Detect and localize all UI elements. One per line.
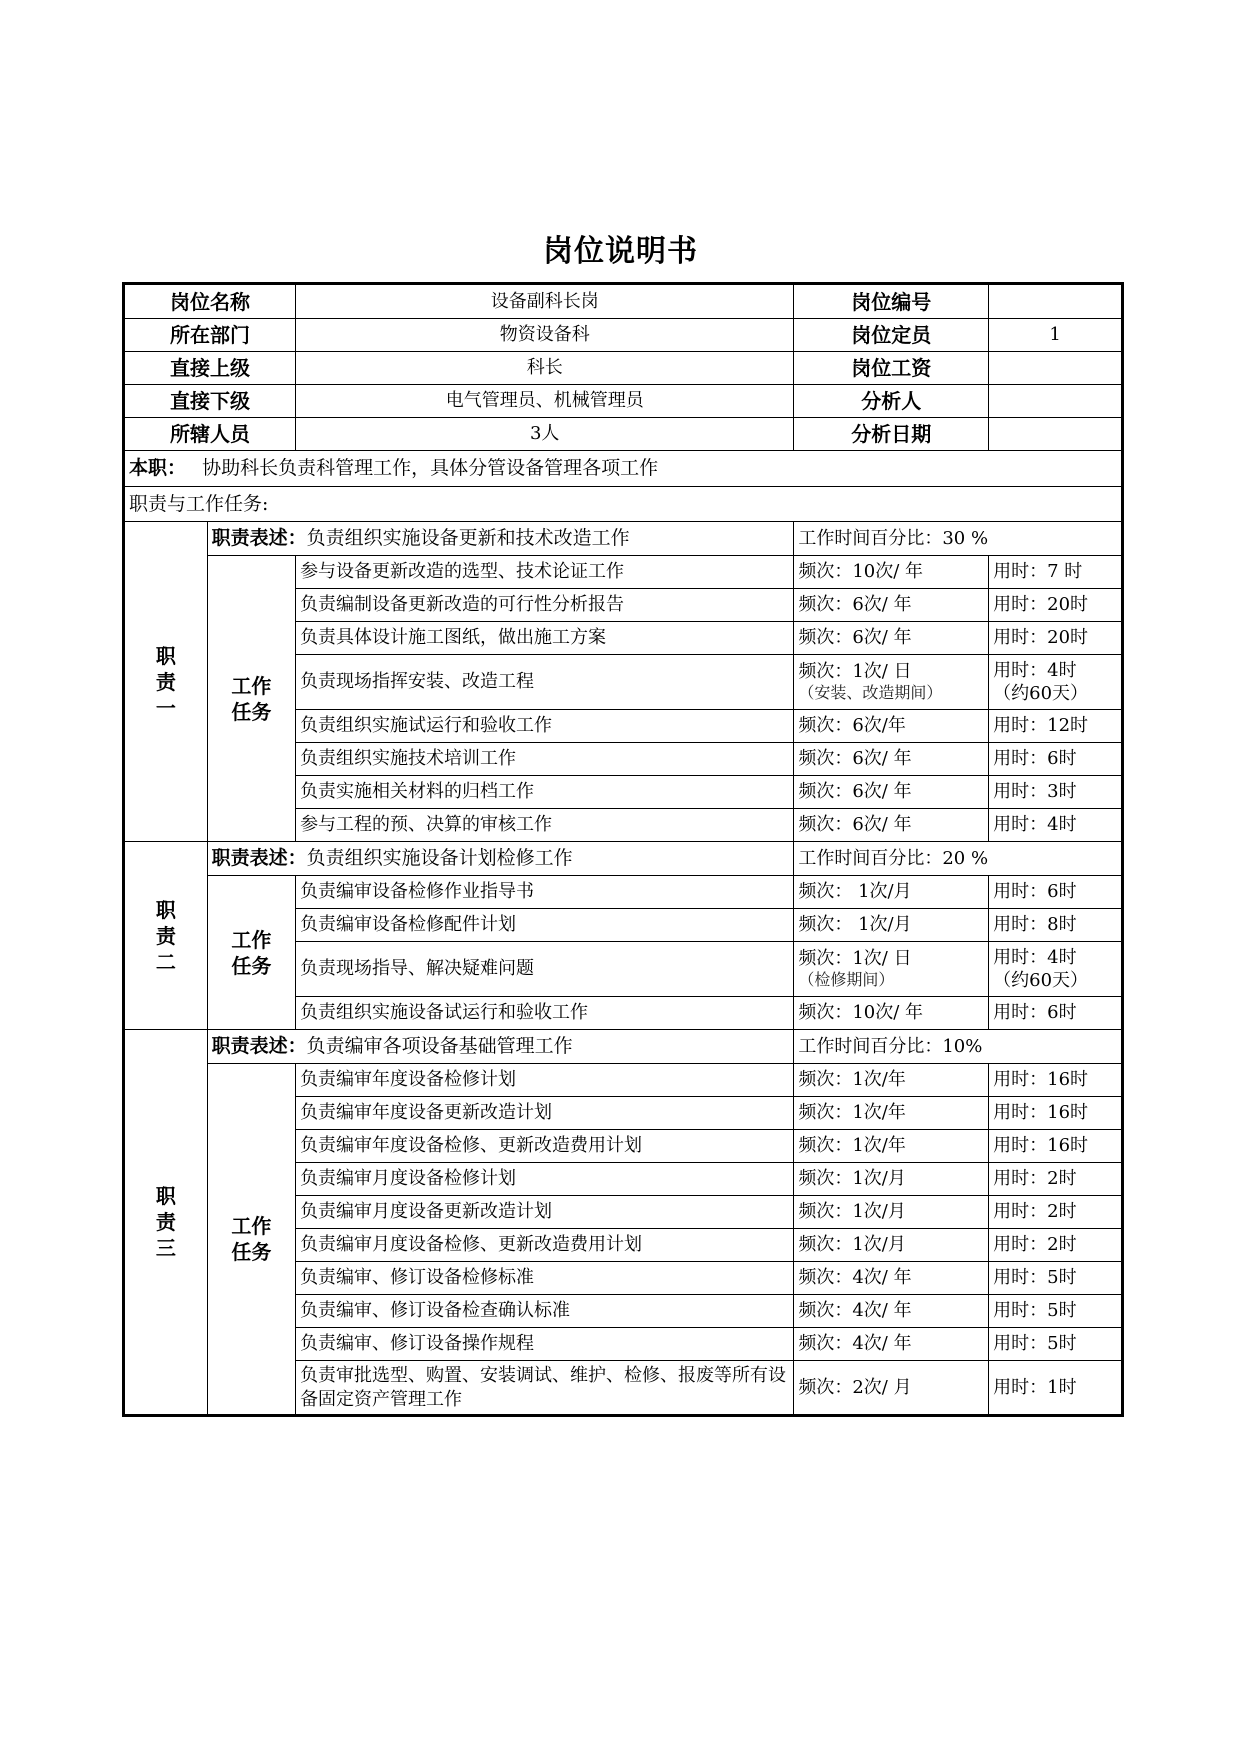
task-time xyxy=(989,909,1123,942)
task-group-label xyxy=(207,556,295,842)
task-frequency-value: 频次：6次/ 年 xyxy=(798,594,912,616)
statement-label: 职责表述： xyxy=(211,1035,307,1058)
time-percent: 工作时间百分比：10% xyxy=(794,1030,1123,1064)
header-row xyxy=(124,352,1123,385)
task-frequency xyxy=(794,1229,989,1262)
task-frequency xyxy=(794,942,989,997)
task-time xyxy=(989,1328,1123,1361)
header-label: 分析日期 xyxy=(794,418,989,451)
task-time xyxy=(989,622,1123,655)
task-time-value: 用时：16时 xyxy=(993,1069,1089,1091)
task-frequency-value: 频次：1次/月 xyxy=(798,1234,906,1256)
task-text: 负责编审月度设备检修、更新改造费用计划 xyxy=(296,1229,794,1262)
task-time-value: 用时：5时 xyxy=(993,1267,1077,1289)
task-time xyxy=(989,655,1123,710)
task-row xyxy=(124,556,1123,589)
header-label: 岗位名称 xyxy=(124,284,296,319)
task-frequency-value: 频次：6次/ 年 xyxy=(798,627,912,649)
task-time-value: 用时：5时 xyxy=(993,1333,1077,1355)
task-frequency xyxy=(794,1064,989,1097)
header-row xyxy=(124,319,1123,352)
task-time-value: 用时：16时 xyxy=(993,1135,1089,1157)
task-frequency xyxy=(794,776,989,809)
task-time-value: 用时：2时 xyxy=(993,1201,1077,1223)
task-frequency-value: 频次：2次/ 月 xyxy=(798,1376,912,1398)
task-group-label xyxy=(207,1064,295,1416)
statement-text: 负责编审各项设备基础管理工作 xyxy=(306,1035,573,1058)
task-time-value: 用时：20时 xyxy=(993,594,1089,616)
header-value: 电气管理员、机械管理员 xyxy=(296,385,794,418)
task-frequency-note: （检修期间） xyxy=(798,970,895,990)
duty-cell xyxy=(124,451,1123,487)
task-time xyxy=(989,556,1123,589)
task-frequency-value: 频次：10次/ 年 xyxy=(798,561,924,583)
duty-statement-row xyxy=(124,1030,1123,1064)
duty-group-name xyxy=(124,1030,208,1416)
header-value xyxy=(989,418,1123,451)
task-text: 负责组织实施技术培训工作 xyxy=(296,743,794,776)
header-value: 3人 xyxy=(296,418,794,451)
task-time xyxy=(989,1295,1123,1328)
task-frequency xyxy=(794,1328,989,1361)
task-time-value: 用时：8时 xyxy=(993,914,1077,936)
task-time-value: 用时：16时 xyxy=(993,1102,1089,1124)
task-text: 负责编审、修订设备检查确认标准 xyxy=(296,1295,794,1328)
task-frequency xyxy=(794,1163,989,1196)
header-label: 岗位工资 xyxy=(794,352,989,385)
task-time xyxy=(989,942,1123,997)
task-text: 负责实施相关材料的归档工作 xyxy=(296,776,794,809)
header-label: 分析人 xyxy=(794,385,989,418)
header-value: 1 xyxy=(989,319,1123,352)
task-time-value: 用时：1时 xyxy=(993,1376,1077,1398)
task-time-value: 用时：6时 xyxy=(993,748,1077,770)
task-text: 负责编审月度设备检修计划 xyxy=(296,1163,794,1196)
task-frequency-value: 频次：10次/ 年 xyxy=(798,1002,924,1024)
task-frequency xyxy=(794,655,989,710)
header-row xyxy=(124,284,1123,319)
task-text: 负责编审年度设备更新改造计划 xyxy=(296,1097,794,1130)
task-time xyxy=(989,1097,1123,1130)
task-time-value: 用时：12时 xyxy=(993,715,1089,737)
task-time-value: 用时：2时 xyxy=(993,1234,1077,1256)
task-frequency xyxy=(794,1262,989,1295)
task-time xyxy=(989,710,1123,743)
task-frequency-value: 频次：1次/月 xyxy=(798,1168,906,1190)
task-text: 参与工程的预、决算的审核工作 xyxy=(296,809,794,842)
header-value: 设备副科长岗 xyxy=(296,284,794,319)
task-time xyxy=(989,776,1123,809)
task-frequency xyxy=(794,1361,989,1416)
duty-group-name-text: 职责二 xyxy=(155,897,176,974)
task-time-value: 用时：3时 xyxy=(993,781,1077,803)
time-percent: 工作时间百分比：20 % xyxy=(794,842,1123,876)
statement-text: 负责组织实施设备计划检修工作 xyxy=(306,847,573,870)
task-time-value: 用时：2时 xyxy=(993,1168,1077,1190)
task-time xyxy=(989,1130,1123,1163)
task-time-value: 用时：4时 xyxy=(993,946,1077,968)
task-frequency xyxy=(794,1097,989,1130)
task-frequency xyxy=(794,622,989,655)
task-frequency xyxy=(794,997,989,1030)
task-text: 负责编审、修订设备检修标准 xyxy=(296,1262,794,1295)
task-time xyxy=(989,1229,1123,1262)
task-group-label-text: 工作任务 xyxy=(231,1214,272,1264)
task-time xyxy=(989,1262,1123,1295)
task-frequency-note: （安装、改造期间） xyxy=(798,683,943,703)
task-frequency-value: 频次：6次/年 xyxy=(798,715,906,737)
task-text: 负责编审年度设备检修、更新改造费用计划 xyxy=(296,1130,794,1163)
task-time xyxy=(989,997,1123,1030)
task-time-value: 用时：20时 xyxy=(993,627,1089,649)
statement-label: 职责表述： xyxy=(211,527,307,550)
section-row xyxy=(124,487,1123,522)
duty-group-name-text: 职责三 xyxy=(155,1184,176,1260)
table-body xyxy=(124,284,1123,1416)
task-text: 负责现场指挥安装、改造工程 xyxy=(296,655,794,710)
task-text: 负责编审年度设备检修计划 xyxy=(296,1064,794,1097)
task-text: 负责编审月度设备更新改造计划 xyxy=(296,1196,794,1229)
document-title: 岗位说明书 xyxy=(543,234,698,269)
task-frequency-value: 频次：4次/ 年 xyxy=(798,1333,912,1355)
task-row xyxy=(124,876,1123,909)
statement-text: 负责组织实施设备更新和技术改造工作 xyxy=(306,527,630,550)
task-time-value: 用时：4时 xyxy=(993,814,1077,836)
header-value xyxy=(989,352,1123,385)
task-frequency-value: 频次：4次/ 年 xyxy=(798,1267,912,1289)
task-group-label xyxy=(207,876,295,1030)
duty-group-name xyxy=(124,842,208,1030)
task-frequency xyxy=(794,1196,989,1229)
header-label: 所辖人员 xyxy=(124,418,296,451)
task-time-note: （约60天） xyxy=(993,970,1089,991)
header-row xyxy=(124,385,1123,418)
task-frequency-value: 频次： 1次/月 xyxy=(798,914,912,936)
task-frequency-value: 频次：1次/ 日 xyxy=(798,660,912,682)
task-frequency-value: 频次：1次/月 xyxy=(798,1201,906,1223)
task-time-note: （约60天） xyxy=(993,683,1089,704)
task-text: 负责现场指导、解决疑难问题 xyxy=(296,942,794,997)
task-frequency-value: 频次：1次/年 xyxy=(798,1102,906,1124)
header-label: 直接上级 xyxy=(124,352,296,385)
header-label: 岗位定员 xyxy=(794,319,989,352)
task-frequency xyxy=(794,589,989,622)
task-frequency xyxy=(794,743,989,776)
task-text: 负责审批选型、购置、安装调试、维护、检修、报废等所有设备固定资产管理工作 xyxy=(296,1361,794,1416)
task-frequency xyxy=(794,909,989,942)
task-text: 负责编审设备检修作业指导书 xyxy=(296,876,794,909)
task-frequency-value: 频次：6次/ 年 xyxy=(798,781,912,803)
task-time-value: 用时：7 时 xyxy=(993,561,1083,583)
task-time xyxy=(989,1163,1123,1196)
header-label: 所在部门 xyxy=(124,319,296,352)
task-time xyxy=(989,1361,1123,1416)
task-group-label-text: 工作任务 xyxy=(231,673,272,724)
task-time-value: 用时：4时 xyxy=(993,659,1077,681)
duty-statement-cell xyxy=(207,1030,794,1064)
task-text: 负责具体设计施工图纸，做出施工方案 xyxy=(296,622,794,655)
task-time-value: 用时：6时 xyxy=(993,881,1077,903)
task-text: 负责编制设备更新改造的可行性分析报告 xyxy=(296,589,794,622)
duty-text: 协助科长负责科管理工作，具体分管设备管理各项工作 xyxy=(202,457,659,480)
statement-label: 职责表述： xyxy=(211,847,307,870)
time-percent: 工作时间百分比：30 % xyxy=(794,522,1123,556)
task-frequency xyxy=(794,1130,989,1163)
task-text: 参与设备更新改造的选型、技术论证工作 xyxy=(296,556,794,589)
duty-row xyxy=(124,451,1123,487)
task-frequency xyxy=(794,556,989,589)
header-value xyxy=(989,284,1123,319)
task-frequency-value: 频次：6次/ 年 xyxy=(798,748,912,770)
header-row xyxy=(124,418,1123,451)
task-frequency-value: 频次：1次/年 xyxy=(798,1069,906,1091)
task-frequency xyxy=(794,710,989,743)
task-frequency-value: 频次： 1次/月 xyxy=(798,881,912,903)
duty-statement-cell xyxy=(207,842,794,876)
task-time xyxy=(989,1064,1123,1097)
task-time xyxy=(989,743,1123,776)
header-value xyxy=(989,385,1123,418)
task-text: 负责编审设备检修配件计划 xyxy=(296,909,794,942)
duty-statement-row xyxy=(124,522,1123,556)
task-time-value: 用时：5时 xyxy=(993,1300,1077,1322)
header-value: 科长 xyxy=(296,352,794,385)
task-text: 负责编审、修订设备操作规程 xyxy=(296,1328,794,1361)
duty-label: 本职： xyxy=(129,457,187,480)
task-frequency-value: 频次：6次/ 年 xyxy=(798,814,912,836)
task-frequency xyxy=(794,809,989,842)
task-frequency xyxy=(794,1295,989,1328)
task-text: 负责组织实施试运行和验收工作 xyxy=(296,710,794,743)
task-time xyxy=(989,809,1123,842)
task-time-value: 用时：6时 xyxy=(993,1002,1077,1024)
header-label: 岗位编号 xyxy=(794,284,989,319)
duty-group-name-text: 职责一 xyxy=(155,643,176,720)
task-frequency xyxy=(794,876,989,909)
task-group-label-text: 工作任务 xyxy=(231,927,272,978)
task-text: 负责组织实施设备试运行和验收工作 xyxy=(296,997,794,1030)
header-value: 物资设备科 xyxy=(296,319,794,352)
task-frequency-value: 频次：1次/年 xyxy=(798,1135,906,1157)
task-time xyxy=(989,1196,1123,1229)
duty-statement-row xyxy=(124,842,1123,876)
header-label: 直接下级 xyxy=(124,385,296,418)
task-time xyxy=(989,876,1123,909)
task-row xyxy=(124,1064,1123,1097)
task-time xyxy=(989,589,1123,622)
section-label: 职责与工作任务: xyxy=(124,487,1123,522)
task-frequency-value: 频次：4次/ 年 xyxy=(798,1300,912,1322)
task-frequency-value: 频次：1次/ 日 xyxy=(798,947,912,969)
duty-group-name xyxy=(124,522,208,842)
duty-statement-cell xyxy=(207,522,794,556)
job-description-table xyxy=(122,282,1124,1417)
